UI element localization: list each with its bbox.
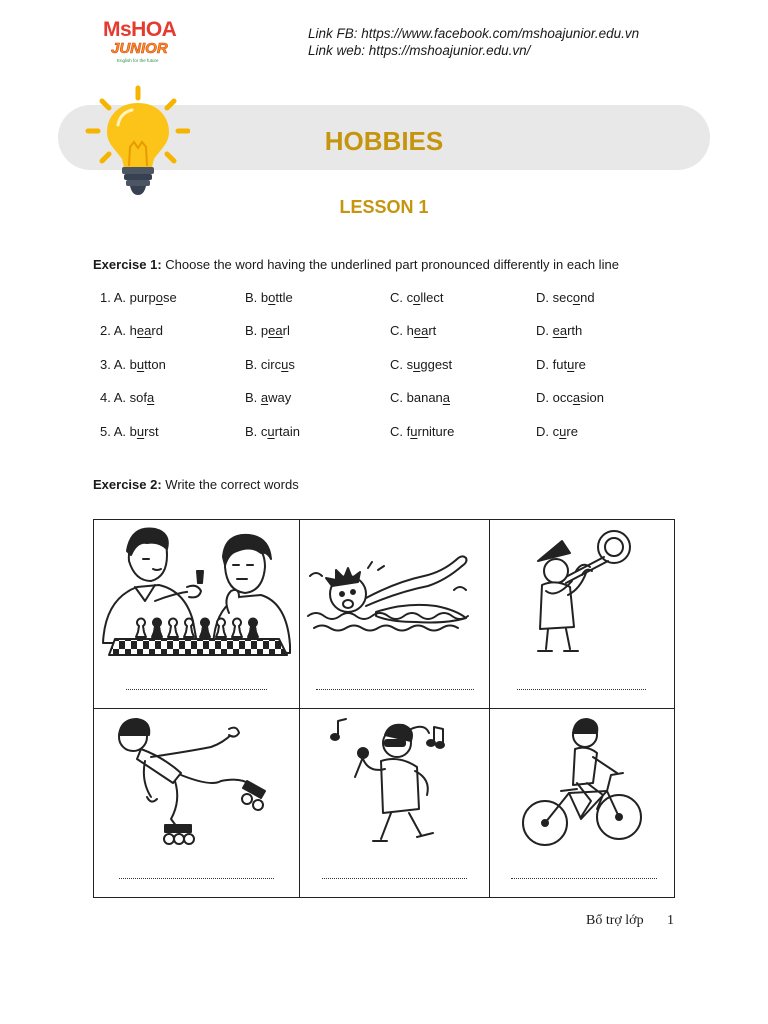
option-label: D. — [536, 390, 549, 405]
underlined-part: u — [559, 424, 567, 439]
word-start: f — [406, 424, 411, 439]
option-label: D. — [536, 290, 549, 305]
question-number: 1. — [100, 290, 111, 305]
option-1b — [245, 290, 293, 306]
page-number: 1 — [667, 913, 674, 928]
exercise-1-instruction: Choose the word having the underlined part pronounced differently in each line — [165, 257, 619, 272]
word-end: tton — [144, 357, 166, 372]
option-label: B. — [245, 357, 258, 372]
question-number: 5. — [100, 424, 111, 439]
underlined-part: o — [268, 290, 276, 305]
option-word — [261, 357, 295, 372]
lesson-title: LESSON 1 — [339, 197, 429, 217]
logo-sub-text: JUNIOR — [111, 40, 168, 57]
roller-skating-picture — [111, 711, 271, 849]
option-1d — [536, 290, 595, 306]
header-links — [308, 25, 639, 59]
word-end: rniture — [417, 424, 455, 439]
exercise-2-heading — [93, 477, 299, 493]
word-end: llect — [420, 290, 444, 305]
option-word — [261, 390, 291, 405]
option-label: B. — [245, 424, 258, 439]
underlined-part: o — [155, 290, 163, 305]
option-3d — [536, 357, 586, 373]
question-row-4 — [0, 390, 768, 406]
playing-chess-picture — [101, 521, 291, 659]
question-row-3 — [0, 357, 768, 373]
option-word — [261, 424, 300, 439]
word-start: h — [129, 323, 137, 338]
underlined-part: u — [567, 357, 575, 372]
option-word — [407, 323, 437, 338]
option-word — [130, 390, 155, 405]
option-label: C. — [390, 357, 403, 372]
option-word — [553, 424, 578, 439]
option-word — [407, 357, 453, 372]
option-5a — [100, 424, 159, 440]
word-start: b — [129, 424, 137, 439]
underlined-part: u — [267, 424, 275, 439]
answer-line — [517, 689, 646, 690]
option-word — [407, 424, 455, 439]
option-label: A. — [113, 424, 127, 439]
answer-line — [511, 878, 657, 879]
logo-brand-text: MsHOA — [103, 18, 177, 41]
question-row-5 — [0, 424, 768, 440]
option-label: A. — [113, 290, 127, 305]
page-title: HOBBIES — [324, 126, 444, 156]
word-start: c — [260, 424, 268, 439]
exercise-1-label: Exercise 1: — [93, 257, 162, 272]
underlined-part: u — [136, 424, 145, 439]
footer-text: Bổ trợ lớp — [586, 913, 644, 928]
answer-line — [316, 689, 474, 690]
option-label: B. — [245, 390, 258, 405]
picture-cell-6 — [490, 709, 674, 897]
question-row-1 — [0, 290, 768, 306]
word-end: way — [268, 390, 292, 405]
option-4c — [390, 390, 450, 406]
word-start: p — [260, 323, 269, 338]
picture-cell-5 — [300, 709, 489, 897]
word-start: c — [406, 290, 414, 305]
option-3c — [390, 357, 452, 373]
word-start: c — [552, 424, 560, 439]
option-label: C. — [390, 390, 403, 405]
question-row-2 — [0, 323, 768, 339]
exercise-1-heading — [93, 257, 619, 273]
underlined-part: a — [442, 390, 451, 405]
underlined-part: o — [413, 290, 421, 305]
option-word — [261, 323, 290, 338]
word-end: se — [162, 290, 177, 305]
option-label: C. — [390, 290, 403, 305]
word-end: nd — [580, 290, 595, 305]
word-start: fut — [552, 357, 568, 372]
exercise-2-instruction: Write the correct words — [165, 477, 299, 492]
option-label: D. — [536, 357, 549, 372]
option-2a — [100, 323, 163, 339]
option-1c — [390, 290, 443, 306]
cycling-picture — [521, 711, 643, 851]
option-word — [261, 290, 293, 305]
picture-cell-2 — [300, 520, 489, 708]
word-end: rl — [282, 323, 290, 338]
word-start: sof — [129, 390, 148, 405]
underlined-part: ea — [268, 323, 283, 338]
option-label: B. — [245, 290, 258, 305]
word-end: ttle — [275, 290, 293, 305]
underlined-part: u — [136, 357, 145, 372]
underlined-part: ea — [136, 323, 152, 338]
mshoa-junior-logo — [103, 18, 193, 66]
word-start: occ — [552, 390, 573, 405]
option-label: C. — [390, 424, 403, 439]
word-end: rst — [144, 424, 159, 439]
underlined-part: a — [260, 390, 269, 405]
word-start: b — [129, 357, 137, 372]
option-word — [130, 357, 166, 372]
word-end: rd — [151, 323, 163, 338]
option-word — [407, 390, 450, 405]
word-end: re — [574, 357, 586, 372]
underlined-part: ea — [413, 323, 429, 338]
option-word — [553, 290, 595, 305]
website-link: Link web: https://mshoajunior.edu.vn/ — [308, 43, 531, 58]
option-5b — [245, 424, 300, 440]
option-3a — [100, 357, 166, 373]
word-start: sec — [552, 290, 573, 305]
underlined-part: a — [572, 390, 581, 405]
option-2c — [390, 323, 436, 339]
word-end: rth — [567, 323, 583, 338]
answer-line — [322, 878, 467, 879]
option-2d — [536, 323, 582, 339]
word-start: h — [406, 323, 414, 338]
word-end: sion — [580, 390, 604, 405]
word-start: b — [260, 290, 269, 305]
word-end: rtain — [274, 424, 300, 439]
option-label: D. — [536, 323, 549, 338]
option-1a — [100, 290, 177, 306]
underlined-part: u — [281, 357, 289, 372]
singing-picture — [329, 713, 447, 849]
option-word — [553, 390, 604, 405]
exercise-2-label: Exercise 2: — [93, 477, 162, 492]
option-word — [130, 424, 159, 439]
underlined-part: a — [147, 390, 155, 405]
word-start: banan — [406, 390, 443, 405]
option-3b — [245, 357, 295, 373]
underlined-part: u — [410, 424, 418, 439]
option-word — [130, 323, 163, 338]
option-label: A. — [113, 323, 127, 338]
word-start: purp — [129, 290, 156, 305]
option-label: B. — [245, 323, 258, 338]
option-word — [130, 290, 177, 305]
word-start: circ — [260, 357, 282, 372]
option-4a — [100, 390, 154, 406]
word-start: s — [406, 357, 414, 372]
playing-trumpet-picture — [516, 521, 644, 656]
picture-grid — [93, 519, 675, 898]
word-end: s — [288, 357, 295, 372]
word-end: ggest — [420, 357, 453, 372]
picture-cell-1 — [94, 520, 299, 708]
underlined-part: o — [572, 290, 581, 305]
question-number: 3. — [100, 357, 111, 372]
option-5c — [390, 424, 454, 440]
picture-cell-4 — [94, 709, 299, 897]
option-word — [407, 290, 444, 305]
question-number: 4. — [100, 390, 111, 405]
facebook-link: Link FB: https://www.facebook.com/mshoajunior.edu.vn — [308, 26, 640, 41]
picture-cell-3 — [490, 520, 674, 708]
option-label: C. — [390, 323, 403, 338]
question-number: 2. — [100, 323, 111, 338]
option-word — [553, 357, 586, 372]
option-5d — [536, 424, 578, 440]
answer-line — [119, 878, 274, 879]
option-label: D. — [536, 424, 549, 439]
word-end: rt — [428, 323, 437, 338]
option-4b — [245, 390, 291, 406]
logo-tagline: English for the future — [117, 58, 159, 63]
option-2b — [245, 323, 290, 339]
option-word — [553, 323, 583, 338]
swimming-picture — [306, 546, 474, 641]
option-label: A. — [113, 390, 127, 405]
underlined-part: u — [413, 357, 421, 372]
word-end: re — [566, 424, 578, 439]
option-label: A. — [113, 357, 127, 372]
answer-line — [126, 689, 267, 690]
underlined-part: ea — [552, 323, 568, 338]
option-4d — [536, 390, 604, 406]
